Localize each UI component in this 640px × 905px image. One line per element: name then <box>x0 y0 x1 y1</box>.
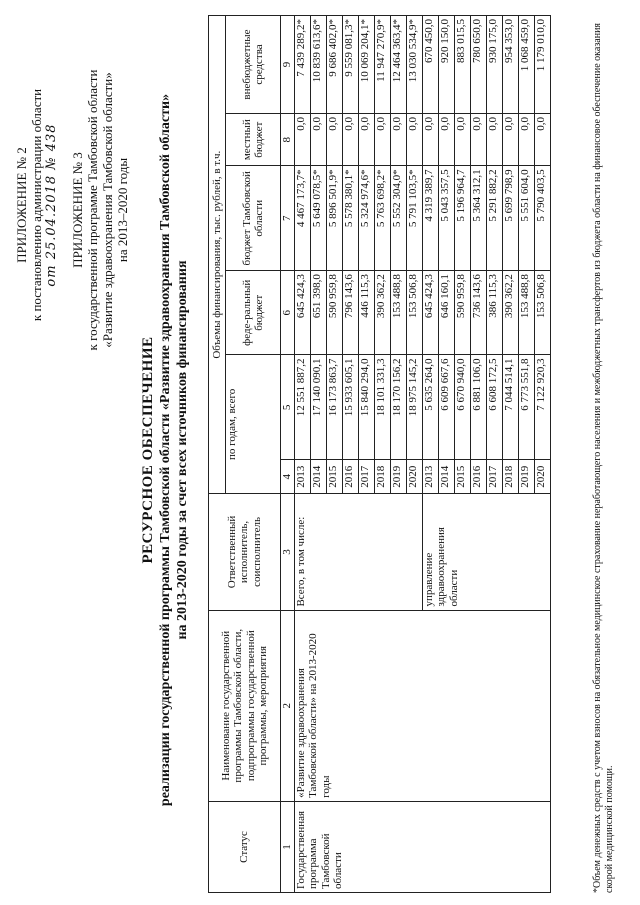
column-index: 4 <box>281 460 295 494</box>
appendix-2-header <box>14 25 59 385</box>
federal-cell: 645 424,3 <box>422 271 438 355</box>
federal-cell: 796 143,6 <box>342 271 358 355</box>
column-index-row <box>281 16 295 893</box>
header-extra: внебюджетные средства <box>226 16 281 114</box>
local-cell: 0,0 <box>358 113 374 165</box>
resource-table <box>208 15 551 893</box>
federal-cell: 590 959,8 <box>326 271 342 355</box>
header-volume: Объемы финансирования, тыс. рублей, в т.ч. <box>209 16 226 494</box>
regional-cell: 5 791 103,5* <box>406 166 422 271</box>
total-cell: 18 975 145,2 <box>406 355 422 460</box>
appendix-2-line: к постановлению администрации области <box>29 88 44 322</box>
local-cell: 0,0 <box>438 113 454 165</box>
column-index: 6 <box>281 271 295 355</box>
local-cell: 0,0 <box>326 113 342 165</box>
regional-cell: 5 578 380,1* <box>342 166 358 271</box>
extra-cell: 780 650,0 <box>470 16 486 114</box>
year-cell: 2013 <box>294 460 310 494</box>
year-cell: 2018 <box>502 460 518 494</box>
regional-cell: 5 364 312,1 <box>470 166 486 271</box>
regional-cell: 4 319 389,7 <box>422 166 438 271</box>
year-cell: 2014 <box>438 460 454 494</box>
extra-cell: 10 069 204,1* <box>358 16 374 114</box>
regional-cell: 5 552 304,0* <box>390 166 406 271</box>
executor-cell: Всего, в том числе: <box>294 494 422 610</box>
total-cell: 6 609 667,6 <box>438 355 454 460</box>
federal-cell: 651 398,0 <box>310 271 326 355</box>
extra-cell: 920 150,0 <box>438 16 454 114</box>
year-cell: 2017 <box>486 460 502 494</box>
regional-cell: 5 699 798,9 <box>502 166 518 271</box>
federal-cell: 645 424,3 <box>294 271 310 355</box>
appendix-2-title: ПРИЛОЖЕНИЕ № 2 <box>14 147 29 263</box>
total-cell: 7 122 920,3 <box>534 355 550 460</box>
extra-cell: 13 030 534,9* <box>406 16 422 114</box>
federal-cell: 153 506,8 <box>534 271 550 355</box>
column-index: 7 <box>281 166 295 271</box>
local-cell: 0,0 <box>342 113 358 165</box>
total-cell: 18 101 331,3 <box>374 355 390 460</box>
header-federal: феде-ральный бюджет <box>226 271 281 355</box>
total-cell: 16 173 863,7 <box>326 355 342 460</box>
regional-cell: 5 324 974,6* <box>358 166 374 271</box>
extra-cell: 9 686 402,0* <box>326 16 342 114</box>
extra-cell: 1 068 459,0 <box>518 16 534 114</box>
extra-cell: 7 439 289,2* <box>294 16 310 114</box>
column-index: 9 <box>281 16 295 114</box>
regional-cell: 5 790 403,5 <box>534 166 550 271</box>
table-row <box>294 16 310 893</box>
local-cell: 0,0 <box>470 113 486 165</box>
document-title-line-3: на 2013-2020 годы за счет всех источников финансирования <box>175 260 190 640</box>
year-cell: 2014 <box>310 460 326 494</box>
column-index: 2 <box>281 610 295 801</box>
appendix-3-line-2: «Развитие здравоохранения Тамбовской области» <box>100 72 115 348</box>
handwritten-date-number: от 25.04.2018 № 438 <box>44 123 59 287</box>
regional-cell: 5 196 964,7 <box>454 166 470 271</box>
total-cell: 5 635 264,0 <box>422 355 438 460</box>
year-cell: 2016 <box>470 460 486 494</box>
total-cell: 17 140 090,1 <box>310 355 326 460</box>
document-title <box>140 15 191 885</box>
total-cell: 6 670 940,0 <box>454 355 470 460</box>
local-cell: 0,0 <box>454 113 470 165</box>
document-title-line-2: реализации государственной программы Тамбовской области «Развитие здравоохранения Тамбовской области» <box>158 93 173 807</box>
column-index: 3 <box>281 494 295 610</box>
column-index: 1 <box>281 801 295 892</box>
local-cell: 0,0 <box>310 113 326 165</box>
local-cell: 0,0 <box>390 113 406 165</box>
header-local: местный бюджет <box>226 113 281 165</box>
year-cell: 2018 <box>374 460 390 494</box>
header-status: Статус <box>209 801 281 892</box>
local-cell: 0,0 <box>422 113 438 165</box>
local-cell: 0,0 <box>518 113 534 165</box>
year-cell: 2013 <box>422 460 438 494</box>
total-cell: 15 933 605,1 <box>342 355 358 460</box>
local-cell: 0,0 <box>486 113 502 165</box>
extra-cell: 12 464 363,4* <box>390 16 406 114</box>
executor-cell: управление здравоохранения области <box>422 494 550 610</box>
appendix-3-line-1: к государственной программе Тамбовской области <box>85 69 100 351</box>
header-name: Наименование государственной программы Тамбовской области, подпрограммы государственной программы, мероприятия <box>209 610 281 801</box>
total-cell: 6 773 551,8 <box>518 355 534 460</box>
regional-cell: 4 467 173,7* <box>294 166 310 271</box>
federal-cell: 446 115,3 <box>358 271 374 355</box>
local-cell: 0,0 <box>406 113 422 165</box>
regional-cell: 5 043 357,5 <box>438 166 454 271</box>
document-title-main: РЕСУРСНОЕ ОБЕСПЕЧЕНИЕ <box>140 336 156 564</box>
total-cell: 7 044 514,1 <box>502 355 518 460</box>
year-cell: 2015 <box>326 460 342 494</box>
federal-cell: 390 362,2 <box>374 271 390 355</box>
federal-cell: 153 506,8 <box>406 271 422 355</box>
regional-cell: 5 763 698,2* <box>374 166 390 271</box>
local-cell: 0,0 <box>374 113 390 165</box>
local-cell: 0,0 <box>502 113 518 165</box>
total-cell: 6 881 106,0 <box>470 355 486 460</box>
federal-cell: 590 959,8 <box>454 271 470 355</box>
regional-cell: 5 649 078,5* <box>310 166 326 271</box>
footnote: *Объем денежных средств с учетом взносов на обязательное медицинское страхование неработающего населения и межбюджетных трансфертов из бюджета области на финансовое обеспечение оказания скорой медицинской помощи. <box>592 22 615 893</box>
local-cell: 0,0 <box>534 113 550 165</box>
year-cell: 2019 <box>390 460 406 494</box>
extra-cell: 9 559 081,3* <box>342 16 358 114</box>
year-cell: 2015 <box>454 460 470 494</box>
appendix-3-line-3: на 2013–2020 годы <box>115 157 130 263</box>
regional-cell: 5 896 501,9* <box>326 166 342 271</box>
local-cell: 0,0 <box>294 113 310 165</box>
column-index: 5 <box>281 355 295 460</box>
extra-cell: 11 947 270,9* <box>374 16 390 114</box>
year-cell: 2016 <box>342 460 358 494</box>
extra-cell: 883 015,5 <box>454 16 470 114</box>
column-index: 8 <box>281 113 295 165</box>
regional-cell: 5 291 882,2 <box>486 166 502 271</box>
total-cell: 15 840 294,0 <box>358 355 374 460</box>
extra-cell: 954 353,0 <box>502 16 518 114</box>
year-cell: 2020 <box>534 460 550 494</box>
federal-cell: 386 115,3 <box>486 271 502 355</box>
federal-cell: 736 143,6 <box>470 271 486 355</box>
extra-cell: 10 839 613,6* <box>310 16 326 114</box>
extra-cell: 930 175,0 <box>486 16 502 114</box>
year-cell: 2019 <box>518 460 534 494</box>
header-executor: Ответственный исполнитель, соисполнитель <box>209 494 281 610</box>
federal-cell: 390 362,2 <box>502 271 518 355</box>
year-cell: 2020 <box>406 460 422 494</box>
year-cell: 2017 <box>358 460 374 494</box>
federal-cell: 646 160,1 <box>438 271 454 355</box>
total-cell: 12 551 887,2 <box>294 355 310 460</box>
appendix-3-title: ПРИЛОЖЕНИЕ № 3 <box>70 152 85 268</box>
header-by-year: по годам, всего <box>226 355 281 494</box>
regional-cell: 5 551 604,0 <box>518 166 534 271</box>
extra-cell: 1 179 010,0 <box>534 16 550 114</box>
program-name: «Развитие здравоохранения Тамбовской области» на 2013-2020 годы <box>294 610 550 801</box>
total-cell: 18 170 156,2 <box>390 355 406 460</box>
extra-cell: 670 450,0 <box>422 16 438 114</box>
header-regional: бюджет Тамбовской области <box>226 166 281 271</box>
total-cell: 6 608 172,5 <box>486 355 502 460</box>
federal-cell: 153 488,8 <box>518 271 534 355</box>
appendix-3-header <box>70 15 130 405</box>
federal-cell: 153 488,8 <box>390 271 406 355</box>
program-status: Государственная программа Тамбовской области <box>294 801 550 892</box>
